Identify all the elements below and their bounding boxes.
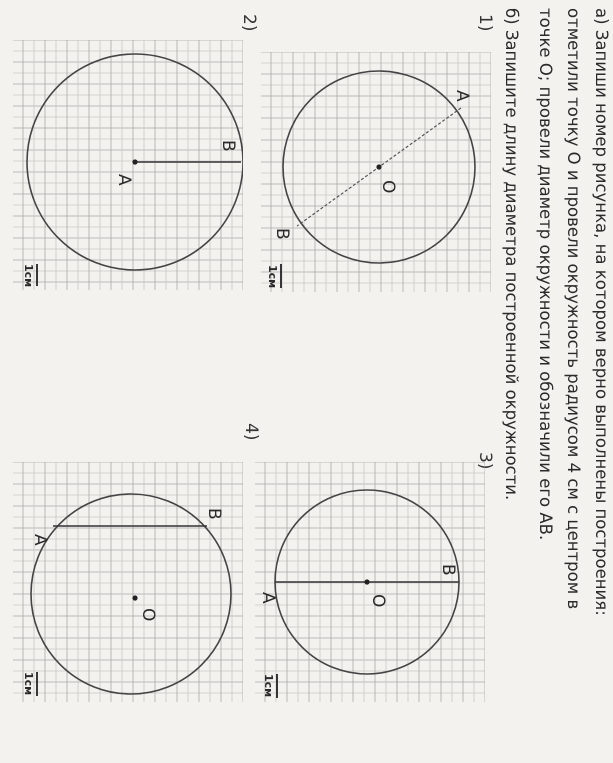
figure-3-unit-label: 1см xyxy=(262,674,275,698)
task-part-a-line-2: отметили точку О и провели окружность радиусом 4 см с центром в xyxy=(564,8,583,610)
figure-2-center-dot xyxy=(132,159,137,164)
figure-2-unit-label: 1см xyxy=(22,264,35,288)
figure-4 xyxy=(13,462,243,702)
figure-2 xyxy=(13,40,243,290)
figure-1-center-label: O xyxy=(378,180,398,194)
figure-1-grid xyxy=(261,52,491,292)
figure-2-point-b-label: B xyxy=(218,140,238,152)
figure-2-grid xyxy=(13,40,243,290)
figure-3 xyxy=(255,462,485,702)
figure-2-number: 2) xyxy=(239,14,259,32)
figure-4-point-a-label: A xyxy=(30,534,50,546)
figure-1-center-dot xyxy=(376,164,381,169)
task-part-a-line-1: а) Запиши номер рисунка, на котором верно выполнены построения: xyxy=(592,8,611,616)
figure-4-grid xyxy=(13,462,243,702)
figure-3-number: 3) xyxy=(475,452,495,470)
figure-4-unit-label: 1см xyxy=(22,672,35,696)
figure-3-point-a-label: A xyxy=(258,592,278,604)
figure-2-center-label: A xyxy=(114,174,134,186)
figure-3-center-dot xyxy=(364,579,369,584)
task-part-a-line-3: точке О; провели диаметр окружности и обозначили его АВ. xyxy=(536,8,555,541)
figure-1-unit-label: 1см xyxy=(266,265,279,289)
task-part-b: б) Запишите длину диаметра построенной окружности. xyxy=(502,8,521,501)
figure-1-point-b-label: B xyxy=(272,228,292,240)
figure-4-center-dot xyxy=(132,595,137,600)
figure-3-point-b-label: B xyxy=(438,564,458,576)
figure-1-number: 1) xyxy=(475,14,495,32)
figure-3-center-label: O xyxy=(368,594,388,608)
figure-1-point-a-label: A xyxy=(452,90,472,102)
figure-4-point-b-label: B xyxy=(204,508,224,520)
figure-4-center-label: O xyxy=(138,608,158,622)
figure-4-number: 4) xyxy=(241,423,261,441)
figure-1 xyxy=(261,52,491,292)
